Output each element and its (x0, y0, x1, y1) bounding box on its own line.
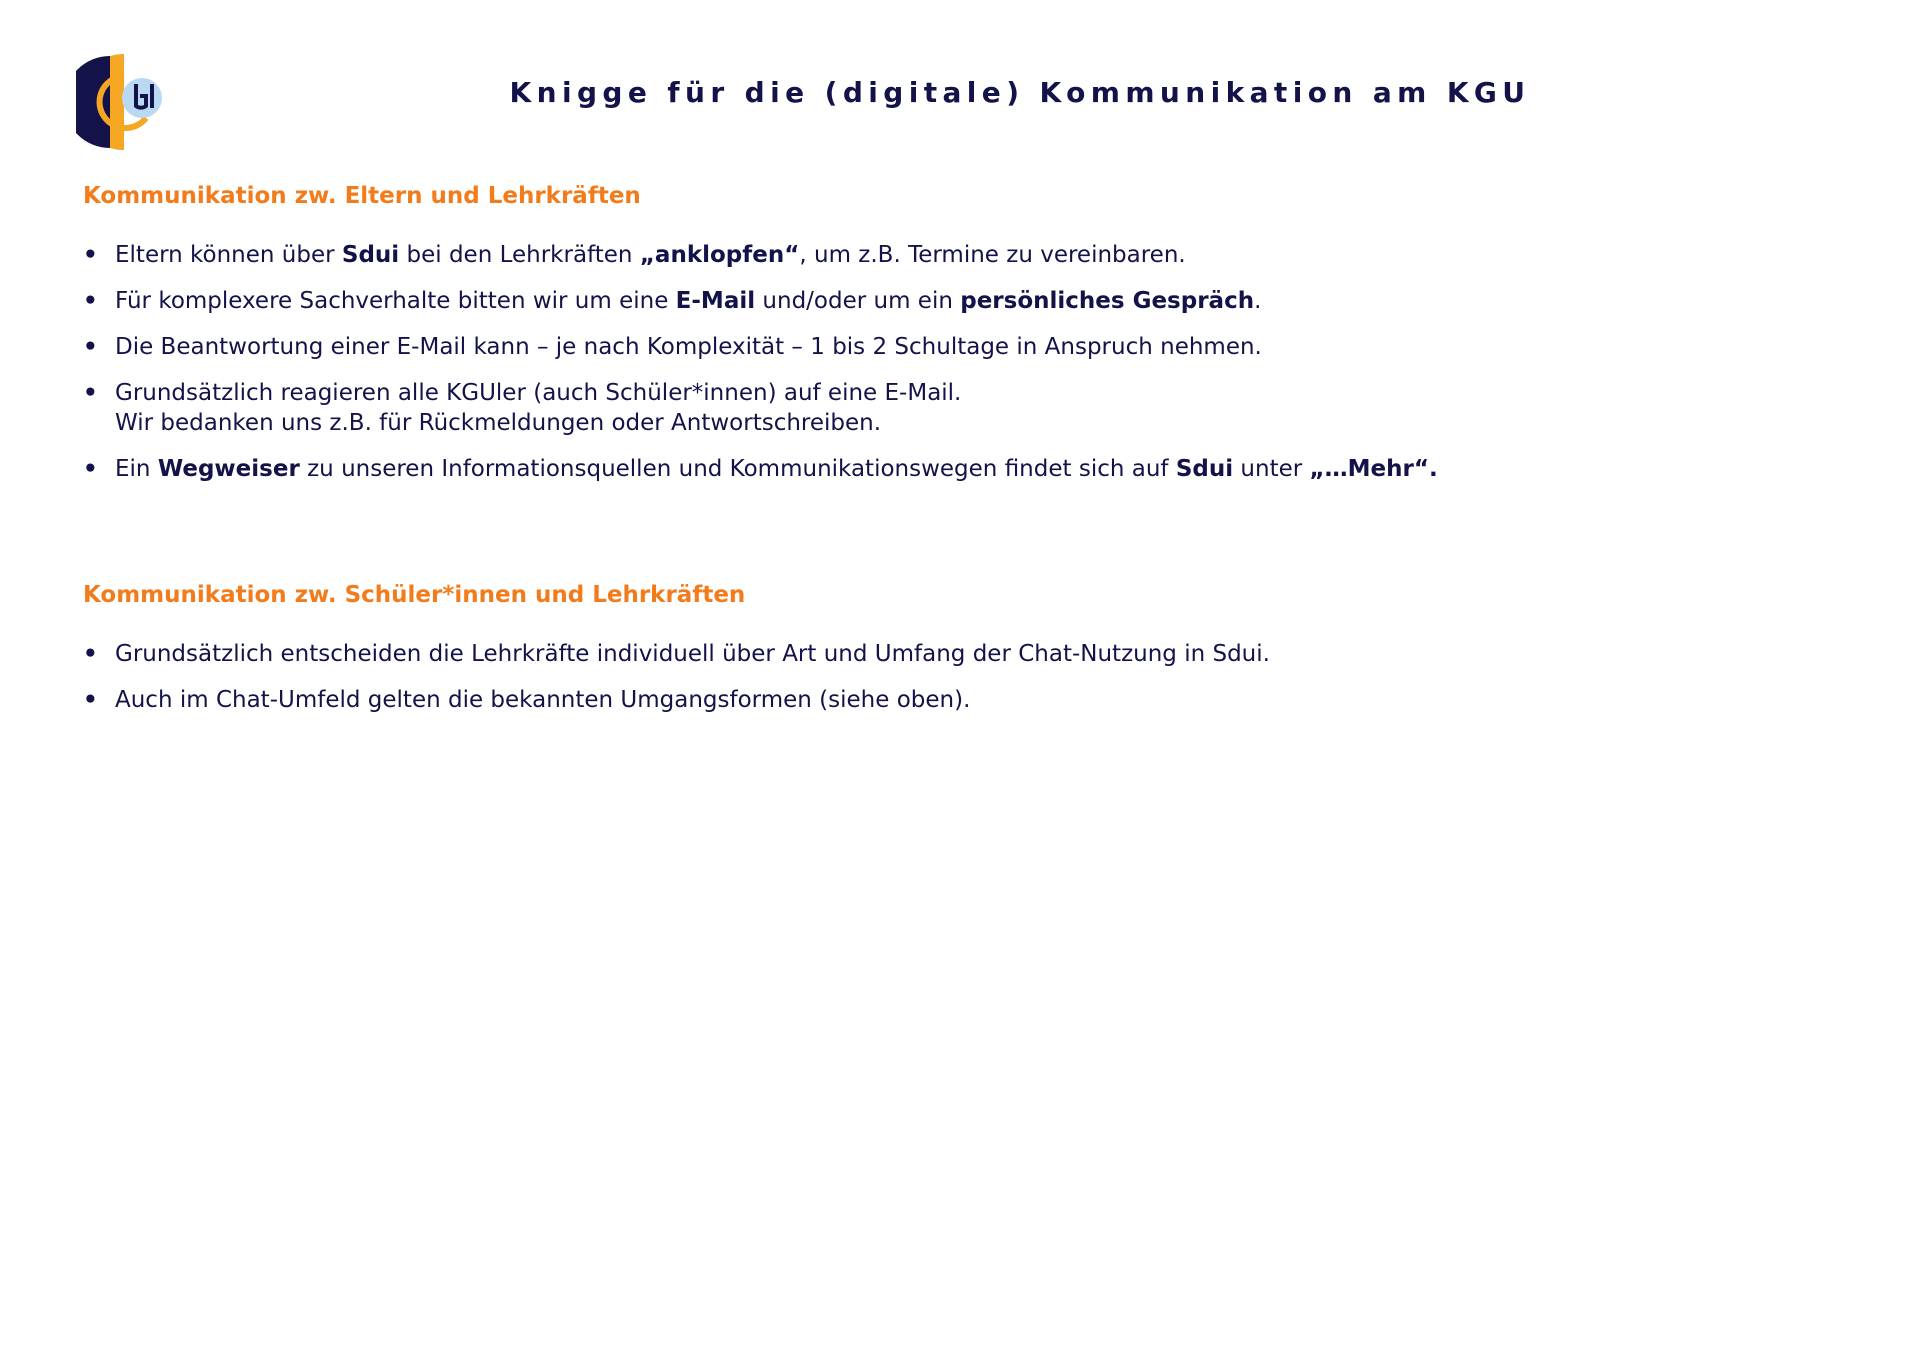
list-item (83, 639, 1783, 669)
item-text: Auch im Chat-Umfeld gelten die bekannten Umgangsformen (siehe oben). (115, 687, 971, 713)
bullet-icon: • (83, 641, 98, 667)
bullet-list (83, 240, 1783, 484)
list-item (83, 332, 1783, 362)
item-text: Grundsätzlich entscheiden die Lehrkräfte individuell über Art und Umfang der Chat-Nutzung in Sdui. (115, 641, 1270, 667)
item-text-bold: Sdui (1175, 456, 1234, 482)
bullet-icon: • (83, 380, 98, 406)
item-text-line: Wir bedanken uns z.B. für Rückmeldungen oder Antwortschreiben. (115, 410, 882, 436)
section-heading: Kommunikation zw. Eltern und Lehrkräften (83, 183, 641, 209)
list-item (83, 240, 1783, 270)
item-text: Die Beantwortung einer E-Mail kann – je nach Komplexität – 1 bis 2 Schultage in Anspruch nehmen. (115, 334, 1262, 360)
item-text: Ein (115, 456, 158, 482)
item-text: zu unseren Informationsquellen und Kommunikationswegen findet sich auf (299, 456, 1176, 482)
item-text-bold: „…Mehr“. (1309, 456, 1438, 482)
bullet-icon: • (83, 288, 98, 314)
item-text-bold: persönliches Gespräch (960, 288, 1255, 314)
item-text: bei den Lehrkräften (399, 242, 640, 268)
item-text-bold: Sdui (341, 242, 400, 268)
item-text: . (1254, 288, 1262, 314)
item-text: Eltern können über (115, 242, 342, 268)
item-text: und/oder um ein (755, 288, 961, 314)
list-item (83, 378, 1783, 438)
bullet-icon: • (83, 456, 98, 482)
section-heading: Kommunikation zw. Schüler*innen und Lehrkräften (83, 582, 746, 608)
item-text-bold: Wegweiser (157, 456, 300, 482)
section-parents-teachers (83, 178, 1783, 500)
bullet-icon: • (83, 334, 98, 360)
bullet-icon: • (83, 242, 98, 268)
section-students-teachers (83, 577, 1783, 731)
item-text: Für komplexere Sachverhalte bitten wir um eine (115, 288, 676, 314)
bullet-icon: • (83, 687, 98, 713)
item-text-line: Grundsätzlich reagieren alle KGUler (auch Schüler*innen) auf eine E-Mail. (115, 380, 962, 406)
item-text-bold: „anklopfen“ (639, 242, 800, 268)
item-text: unter (1233, 456, 1310, 482)
item-text: , um z.B. Termine zu vereinbaren. (799, 242, 1186, 268)
list-item (83, 286, 1783, 316)
item-text-bold: E-Mail (675, 288, 756, 314)
bullet-list (83, 639, 1783, 715)
list-item (83, 454, 1783, 484)
page-title: Knigge für die (digitale) Kommunikation am KGU (509, 76, 1531, 109)
list-item (83, 685, 1783, 715)
